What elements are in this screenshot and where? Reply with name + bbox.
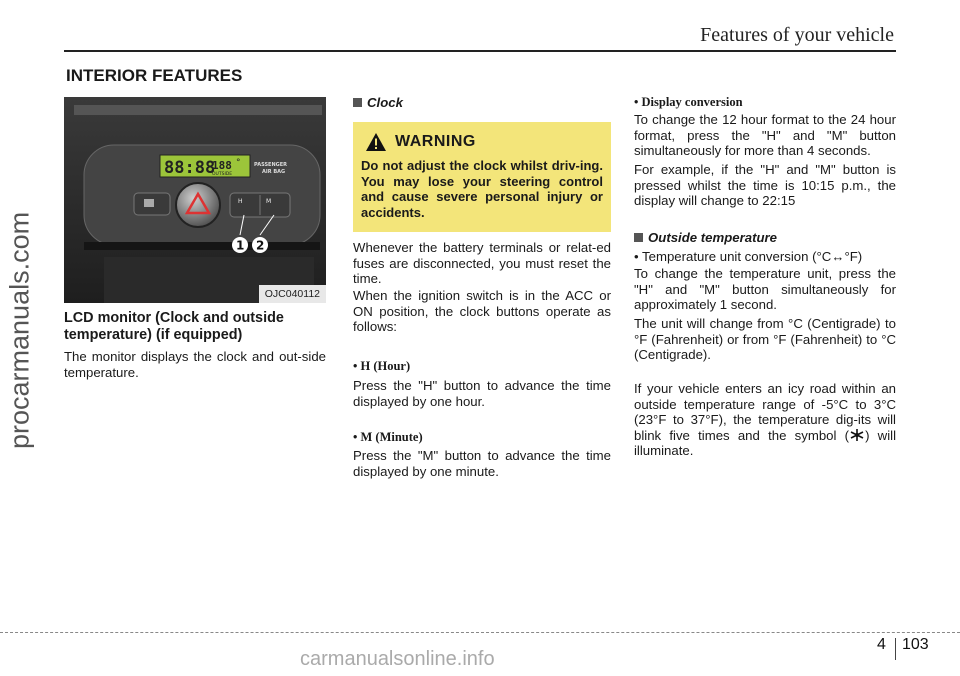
- callout-2-label: 2: [256, 238, 265, 253]
- minute-heading: • M (Minute): [353, 430, 423, 444]
- display-example-paragraph: For example, if the "H" and "M" button is pressed whilst the time is 10:15 p.m., the display will change to 22:15: [634, 162, 896, 208]
- callout-1-label: 1: [236, 238, 245, 253]
- header-title: Features of your vehicle: [700, 24, 894, 46]
- display-unit: °: [236, 158, 241, 168]
- m-button-label: M: [266, 198, 272, 205]
- display-time: 88:88: [164, 158, 216, 178]
- battery-reset-paragraph: Whenever the battery terminals or relat-ed fuses are disconnected, you must reset the time.: [353, 240, 611, 286]
- warning-title: WARNING: [395, 133, 476, 150]
- icy-road-paragraph: [634, 381, 896, 459]
- temperature-unit-paragraph: To change the temperature unit, press the "H" and "M" button simultaneously for approximately 1 second.: [634, 266, 896, 312]
- outside-temperature-heading: [634, 230, 777, 245]
- hour-text: Press the "H" button to advance the time displayed by one hour.: [353, 378, 611, 409]
- lcd-monitor-description: The monitor displays the clock and out-side temperature.: [64, 349, 326, 380]
- clock-heading-text: Clock: [367, 95, 403, 110]
- square-bullet-icon: [353, 98, 362, 107]
- airbag-label: AIR BAG: [262, 169, 286, 175]
- ignition-paragraph: When the ignition switch is in the ACC or ON position, the clock buttons operate as follows:: [353, 288, 611, 334]
- display-temp: 188: [212, 159, 232, 172]
- hour-heading: • H (Hour): [353, 359, 411, 373]
- footer-rule: [0, 632, 960, 633]
- clock-heading: [353, 95, 403, 110]
- unit-change-paragraph: The unit will change from °C (Centigrade) to °F (Fahrenheit) or from °F (Fahrenheit) to °C (Centigrade).: [634, 316, 896, 362]
- header-rule: [64, 50, 896, 52]
- display-outside-label: OUTSIDE: [212, 172, 233, 177]
- bottom-watermark: carmanualsonline.info: [300, 648, 495, 670]
- page-divider: [895, 638, 896, 660]
- passenger-label: PASSENGER: [254, 162, 288, 168]
- clock-monitor-photo: [64, 97, 326, 303]
- chapter-number: 4: [877, 636, 886, 653]
- section-title: INTERIOR FEATURES: [66, 66, 243, 85]
- page-number: 103: [902, 636, 929, 653]
- square-bullet-icon: [634, 233, 643, 242]
- icy-road-text-after: ) will illuminate.: [634, 427, 897, 458]
- warning-box: [353, 122, 611, 232]
- display-conversion-paragraph: To change the 12 hour format to the 24 hour format, press the "H" and "M" button simultaneously for more than 4 seconds.: [634, 112, 896, 158]
- warning-text: Do not adjust the clock whilst driv-ing. You may lose your steering control and cause severe personal injury or accidents.: [361, 158, 603, 220]
- warning-triangle-icon: [365, 132, 387, 152]
- h-button-label: H: [238, 198, 243, 205]
- temperature-unit-bullet: • Temperature unit conversion (°C↔°F): [634, 249, 863, 264]
- icy-road-snowflake-icon: [849, 428, 865, 442]
- outside-temperature-heading-text: Outside temperature: [648, 230, 777, 245]
- icy-road-text-before: If your vehicle enters an icy road within an outside temperature range of -5°C to 3°C (23°F to 37°F), the temperature dig-its will blink five times and the symbol (: [634, 381, 896, 443]
- lcd-monitor-heading: LCD monitor (Clock and outside temperature) (if equipped): [64, 310, 284, 343]
- minute-text: Press the "M" button to advance the time displayed by one minute.: [353, 448, 611, 479]
- display-conversion-heading: • Display conversion: [634, 95, 743, 109]
- side-watermark: procarmanuals.com: [4, 211, 35, 449]
- dashboard-illustration: [64, 97, 326, 303]
- figure-code: OJC040112: [259, 285, 326, 303]
- hazard-button: [176, 183, 220, 227]
